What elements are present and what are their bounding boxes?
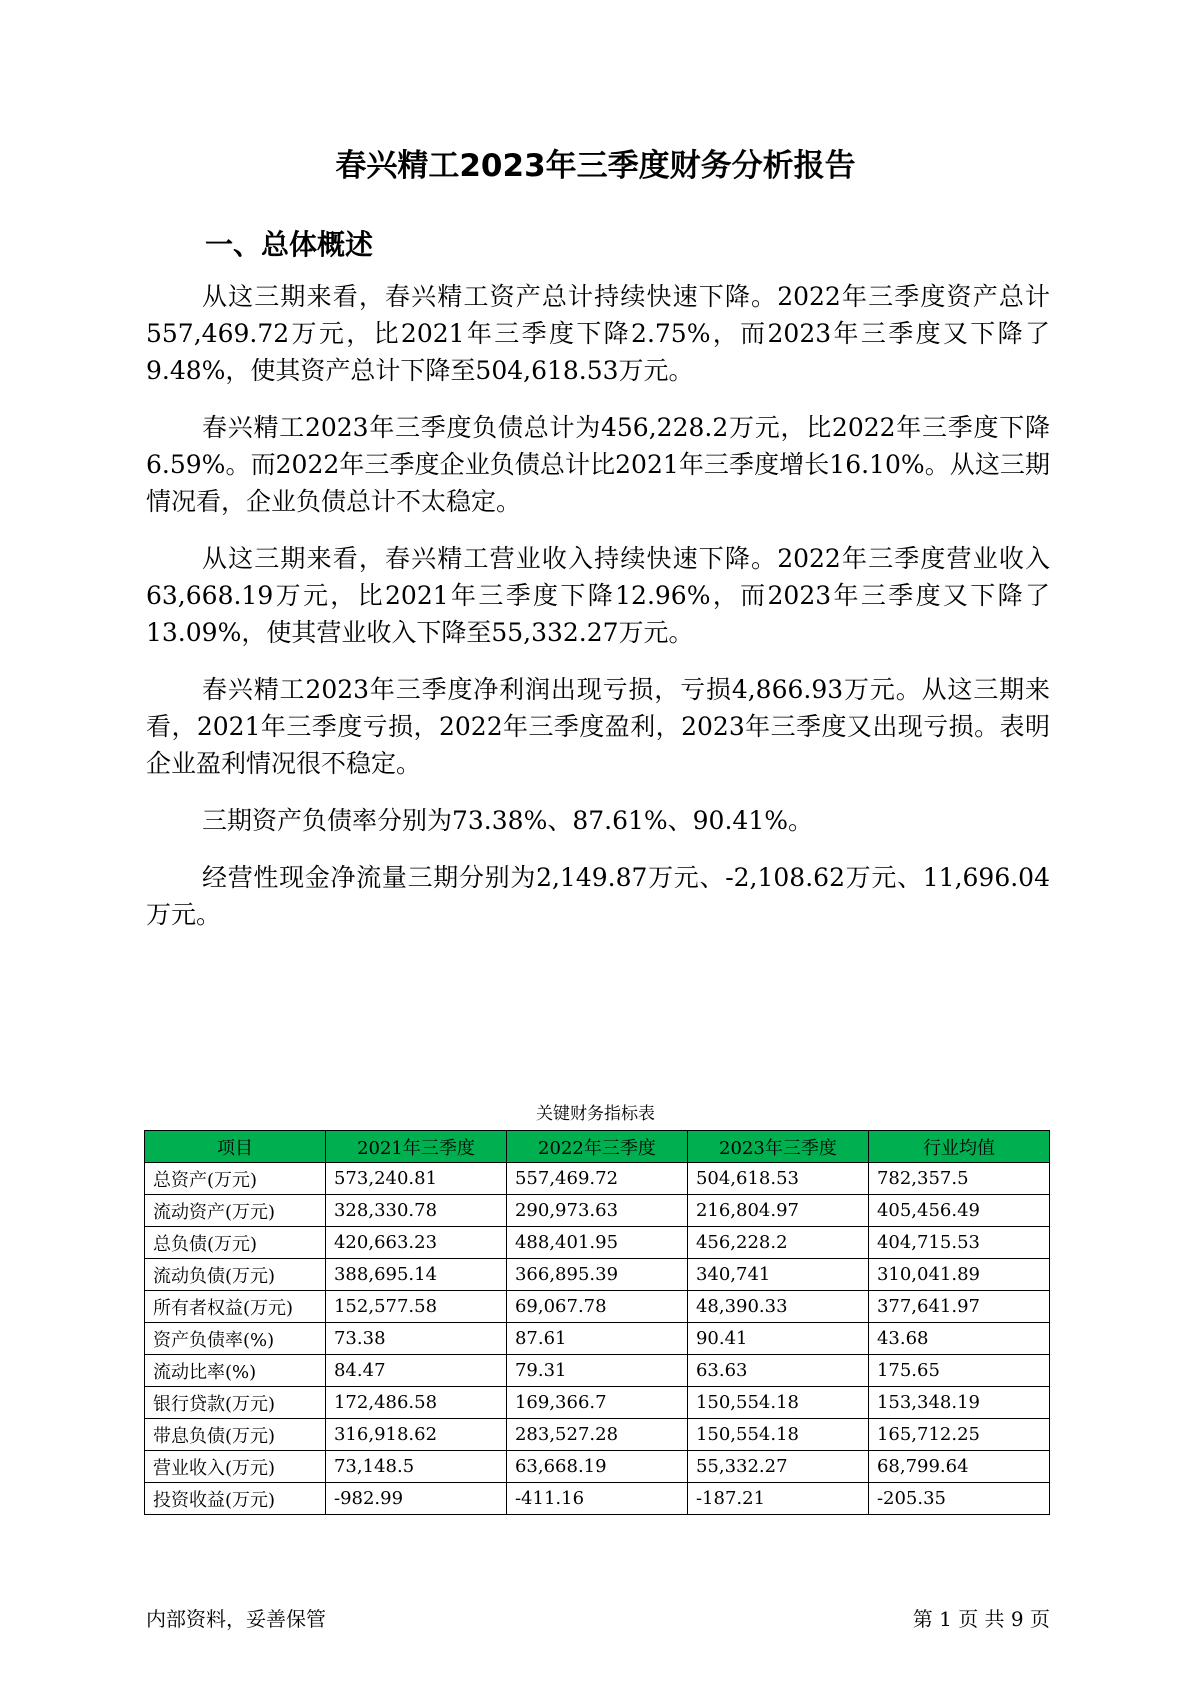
table-header-row xyxy=(145,1131,1050,1163)
table-row xyxy=(145,1163,1050,1195)
table-cell: 782,357.5 xyxy=(868,1163,1049,1195)
table-cell: 283,527.28 xyxy=(506,1419,687,1451)
table-cell: 169,366.7 xyxy=(506,1387,687,1419)
table-cell: 63.63 xyxy=(687,1355,868,1387)
table-cell: 流动负债(万元) xyxy=(145,1259,326,1291)
table-cell: 310,041.89 xyxy=(868,1259,1049,1291)
paragraph-net-profit: 春兴精工2023年三季度净利润出现亏损，亏损4,866.93万元。从这三期来看，2021年三季度亏损，2022年三季度盈利，2023年三季度又出现亏损。表明企业盈利情况很不稳定。 xyxy=(146,675,1050,778)
table-row xyxy=(145,1291,1050,1323)
table-cell: 557,469.72 xyxy=(506,1163,687,1195)
table-cell: 资产负债率(%) xyxy=(145,1323,326,1355)
footer-confidential-note: 内部资料，妥善保管 xyxy=(146,1607,326,1631)
table-cell: 377,641.97 xyxy=(868,1291,1049,1323)
table-cell: 504,618.53 xyxy=(687,1163,868,1195)
table-cell: 420,663.23 xyxy=(325,1227,506,1259)
table-cell: 投资收益(万元) xyxy=(145,1483,326,1515)
table-cell: -205.35 xyxy=(868,1483,1049,1515)
paragraph-cash-flow: 经营性现金净流量三期分别为2,149.87万元、-2,108.62万元、11,696.04万元。 xyxy=(146,863,1050,929)
table-cell: -982.99 xyxy=(325,1483,506,1515)
table-cell: 316,918.62 xyxy=(325,1419,506,1451)
table-cell: 营业收入(万元) xyxy=(145,1451,326,1483)
header-2023-q3: 2023年三季度 xyxy=(687,1131,868,1163)
paragraph-debt-ratio: 三期资产负债率分别为73.38%、87.61%、90.41%。 xyxy=(202,806,813,835)
table-cell: 48,390.33 xyxy=(687,1291,868,1323)
header-2022-q3: 2022年三季度 xyxy=(506,1131,687,1163)
table-row xyxy=(145,1387,1050,1419)
table-cell: 488,401.95 xyxy=(506,1227,687,1259)
financial-indicators-table xyxy=(144,1130,1050,1515)
table-cell: 172,486.58 xyxy=(325,1387,506,1419)
table-row xyxy=(145,1195,1050,1227)
body-text xyxy=(146,278,1050,953)
paragraph-assets: 从这三期来看，春兴精工资产总计持续快速下降。2022年三季度资产总计557,469.72万元，比2021年三季度下降2.75%，而2023年三季度又下降了9.48%，使其资产总计下降至504,618.53万元。 xyxy=(146,282,1050,385)
table-row xyxy=(145,1323,1050,1355)
table-cell: 84.47 xyxy=(325,1355,506,1387)
table-row xyxy=(145,1227,1050,1259)
table-cell: 388,695.14 xyxy=(325,1259,506,1291)
table-caption: 关键财务指标表 xyxy=(536,1104,655,1124)
table-cell: 79.31 xyxy=(506,1355,687,1387)
table-cell: 总资产(万元) xyxy=(145,1163,326,1195)
table-cell: 150,554.18 xyxy=(687,1387,868,1419)
table-cell: 153,348.19 xyxy=(868,1387,1049,1419)
table-cell: 404,715.53 xyxy=(868,1227,1049,1259)
section-heading: 一、总体概述 xyxy=(205,228,374,261)
header-item: 项目 xyxy=(145,1131,326,1163)
table-cell: 63,668.19 xyxy=(506,1451,687,1483)
table-cell: 73.38 xyxy=(325,1323,506,1355)
page-title: 春兴精工2023年三季度财务分析报告 xyxy=(335,148,856,184)
table-cell: 216,804.97 xyxy=(687,1195,868,1227)
table-cell: 150,554.18 xyxy=(687,1419,868,1451)
table-cell: 带息负债(万元) xyxy=(145,1419,326,1451)
table-cell: 405,456.49 xyxy=(868,1195,1049,1227)
table-cell: 43.68 xyxy=(868,1323,1049,1355)
table-row xyxy=(145,1483,1050,1515)
table-cell: 总负债(万元) xyxy=(145,1227,326,1259)
table-cell: 165,712.25 xyxy=(868,1419,1049,1451)
paragraph-liabilities: 春兴精工2023年三季度负债总计为456,228.2万元，比2022年三季度下降6.59%。而2022年三季度企业负债总计比2021年三季度增长16.10%。从这三期情况看，企业负债总计不太稳定。 xyxy=(146,413,1050,516)
table-cell: 340,741 xyxy=(687,1259,868,1291)
paragraph-revenue: 从这三期来看，春兴精工营业收入持续快速下降。2022年三季度营业收入63,668.19万元，比2021年三季度下降12.96%，而2023年三季度又下降了13.09%，使其营业收入下降至55,332.27万元。 xyxy=(146,544,1050,647)
table-row xyxy=(145,1259,1050,1291)
table-row xyxy=(145,1419,1050,1451)
table-cell: 290,973.63 xyxy=(506,1195,687,1227)
table-cell: 87.61 xyxy=(506,1323,687,1355)
table-cell: -411.16 xyxy=(506,1483,687,1515)
table-cell: -187.21 xyxy=(687,1483,868,1515)
table-cell: 90.41 xyxy=(687,1323,868,1355)
table-cell: 175.65 xyxy=(868,1355,1049,1387)
table-row xyxy=(145,1451,1050,1483)
header-industry-average: 行业均值 xyxy=(868,1131,1049,1163)
table-cell: 328,330.78 xyxy=(325,1195,506,1227)
table-cell: 银行贷款(万元) xyxy=(145,1387,326,1419)
table-cell: 68,799.64 xyxy=(868,1451,1049,1483)
table-cell: 流动资产(万元) xyxy=(145,1195,326,1227)
table-cell: 69,067.78 xyxy=(506,1291,687,1323)
table-cell: 73,148.5 xyxy=(325,1451,506,1483)
header-2021-q3: 2021年三季度 xyxy=(325,1131,506,1163)
table-cell: 456,228.2 xyxy=(687,1227,868,1259)
table-cell: 流动比率(%) xyxy=(145,1355,326,1387)
table-cell: 573,240.81 xyxy=(325,1163,506,1195)
footer-page-number: 第 1 页 共 9 页 xyxy=(912,1607,1050,1631)
table-cell: 366,895.39 xyxy=(506,1259,687,1291)
table-cell: 所有者权益(万元) xyxy=(145,1291,326,1323)
table-cell: 152,577.58 xyxy=(325,1291,506,1323)
table-row xyxy=(145,1355,1050,1387)
table-cell: 55,332.27 xyxy=(687,1451,868,1483)
